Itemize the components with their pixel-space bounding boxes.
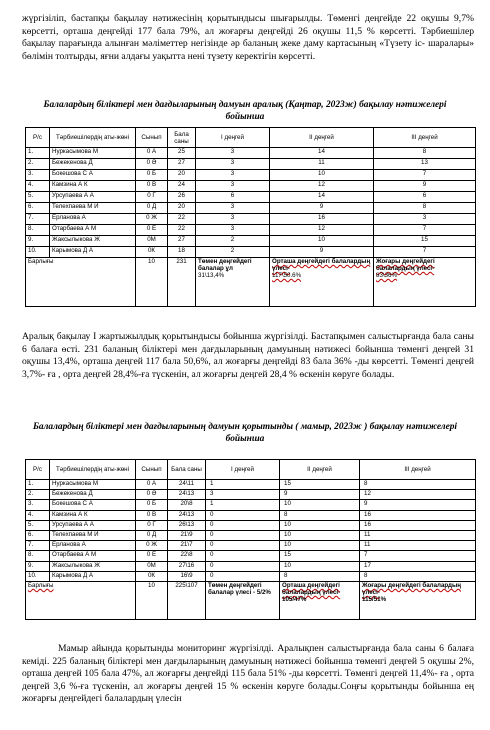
total-classes: 10 — [136, 258, 168, 307]
header-cell: Тәрбиешілердің аты-жөні — [50, 128, 136, 148]
table2-body — [26, 480, 476, 582]
table-cell: 15 — [280, 480, 360, 490]
table-cell: 9 — [280, 490, 360, 500]
table-cell: 2 — [196, 247, 270, 258]
table-cell: 20\8 — [168, 500, 206, 510]
table-total-row — [26, 258, 476, 307]
table-cell: 25 — [168, 148, 196, 159]
table-row — [26, 236, 476, 247]
table-cell: 0 — [206, 571, 280, 581]
table-cell: 0 Б — [136, 170, 168, 181]
level2-label: Орташа деңгейдегі балалардың үлесі- — [272, 258, 371, 272]
table-cell: 10 — [280, 561, 360, 571]
table-header-row — [26, 460, 476, 480]
table-cell: 3 — [196, 181, 270, 192]
table-cell: 7 — [374, 225, 476, 236]
table-cell: 3. — [26, 170, 50, 181]
table-cell: 0 В — [136, 510, 168, 520]
table-cell: 26\13 — [168, 520, 206, 530]
table-cell: 0К — [136, 247, 168, 258]
table-cell: 6. — [26, 530, 50, 540]
table-cell: 0 Ж — [136, 541, 168, 551]
table-cell: 9 — [270, 203, 374, 214]
table-cell: 0М — [136, 236, 168, 247]
table-cell: 15 — [280, 551, 360, 561]
table-cell: 24 — [168, 181, 196, 192]
table-cell: 1 — [206, 480, 280, 490]
total-level3 — [360, 581, 476, 619]
table-cell: 12 — [360, 490, 476, 500]
table-cell: 12 — [270, 181, 374, 192]
table-cell: 3 — [196, 225, 270, 236]
table-cell: 11 — [270, 159, 374, 170]
table-cell: 21\7 — [168, 541, 206, 551]
header-cell: ІІІ деңгей — [374, 128, 476, 148]
table-cell: 3 — [196, 203, 270, 214]
table-cell: 3 — [196, 214, 270, 225]
table-cell: Карымова Д А — [50, 571, 136, 581]
table-cell: 2 — [196, 236, 270, 247]
table-cell: Бокешова С А — [50, 170, 136, 181]
table-cell: 0К — [136, 571, 168, 581]
table-cell: 8 — [280, 571, 360, 581]
table-cell: 3 — [196, 159, 270, 170]
table-cell: Нуркасымова М — [50, 148, 136, 159]
table-cell: 10 — [280, 541, 360, 551]
intro-paragraph: жүргізіліп, бастапқы бақылау нәтижесінің қорытындысы шығарылды. Төменгі деңгейде 22 оқушы 9,7% көрсетті, орташа деңгейді 177 бала 79%, ал жоғарғы деңгейді 26 оқушы 11,5 % көрсетті. Тәрбиешілер бақылау парағында алынған мәліметтер негізінде әр баланың жеке даму картасының «Түзету іс- шаралары» бөлімін толтырды, яғни алдағы уақытта нені түзету керектігін көрсетті. — [22, 13, 474, 62]
table-cell: 0 В — [136, 181, 168, 192]
table-cell: 0 — [206, 551, 280, 561]
table-cell: 0 Е — [136, 551, 168, 561]
table-cell: 10 — [280, 520, 360, 530]
level2-value: 117\50.6% — [272, 272, 302, 279]
header-cell: І деңгей — [206, 460, 280, 480]
table-cell: 16 — [360, 510, 476, 520]
table-row — [26, 530, 476, 540]
header-cell: Тәрбиешілердің аты-жөні — [50, 460, 136, 480]
total-label: Барлығы — [26, 581, 136, 619]
header-cell: ІІІ деңгей — [360, 460, 476, 480]
table-cell: Карымова Д А — [50, 247, 136, 258]
level3-value: 83\36% — [376, 272, 397, 279]
table-cell: 3. — [26, 500, 50, 510]
total-level1 — [196, 258, 270, 307]
table-cell: 0 — [206, 530, 280, 540]
table-cell: Урсупаева А А — [50, 520, 136, 530]
table-cell: 0М — [136, 561, 168, 571]
level2-value: 105/47% — [282, 595, 307, 603]
table-cell: 17 — [360, 561, 476, 571]
table-cell: 27 — [168, 159, 196, 170]
table-cell: 0 Г — [136, 192, 168, 203]
table-total-row — [26, 581, 476, 619]
table-cell: 9 — [270, 247, 374, 258]
table-cell: 22 — [168, 214, 196, 225]
total-level2 — [280, 581, 360, 619]
table-cell: 16 — [360, 520, 476, 530]
table-cell: 24\11 — [168, 480, 206, 490]
table-row — [26, 214, 476, 225]
level1-value: 31\13,4% — [198, 272, 225, 279]
table-cell: 9 — [374, 181, 476, 192]
table-cell: 14 — [270, 192, 374, 203]
table-cell: 8 — [360, 571, 476, 581]
table-cell: Отарбаева А М — [50, 551, 136, 561]
table1-body — [26, 148, 476, 258]
table-cell: 14 — [270, 148, 374, 159]
table-cell: 0 Ж — [136, 214, 168, 225]
table-cell: Телехпаева М И — [50, 203, 136, 214]
level1-label: Төмен деңгейдегі балалар ұл — [198, 258, 252, 272]
table-row — [26, 500, 476, 510]
level2-label: Орташа деңгейдегі балалардың үлесі- — [282, 581, 341, 596]
table-cell: 22 — [168, 225, 196, 236]
table-cell: 11 — [360, 541, 476, 551]
table-cell: 8 — [374, 148, 476, 159]
table-cell: 7 — [374, 247, 476, 258]
table-cell: 13 — [374, 159, 476, 170]
table-header-row — [26, 128, 476, 148]
total-level3 — [374, 258, 476, 307]
final-paragraph: Мамыр айында қорытынды мониторинг жүргізілді. Аралықпен салыстырғанда бала саны 6 балаға кеміді. 225 баланың біліктері мен дағдыларының дамуының нәтижесі бойынша төменгі деңгей 5 оқушы 2%, орташа деңгей 105 бала 47%, ал жоғарғы деңгейді 115 бала 51% -ды көрсетті. Төменгі деңгей 11,4%- ға , орта деңгей 3,6 %-ға түскенін, ал жоғарғы деңгей 15 % өскенін көруге болады.Соңғы қорытынды бойынша ең жоғарғы деңгейдегі балалардың үлесін — [22, 643, 474, 705]
table-initial-control — [25, 127, 476, 307]
table-cell: 5. — [26, 520, 50, 530]
table-cell: Жаксылыкова Ж — [50, 561, 136, 571]
table-cell: 0 Д — [136, 530, 168, 540]
level3-value: 115/51% — [362, 595, 387, 603]
middle-paragraph: Аралық бақылау І жартыжылдық қорытындысы бойынша жүргізілді. Бастапқымен салыстырғанда бала саны 6 балаға өсті. 231 баланың біліктері мен дағдыларының дамуының нәтижесі бойынша төменгі деңгей 31 оқушы 13,4%, орташа деңгей 117 бала 50,6%, ал жоғарғы деңгейді 83 бала 36% -ды көрсетті. Төменгі деңгей 3,7%- ға , орта деңгей 28,4%-ға түскенін, ал жоғарғы деңгей 28,4 % өскенін көруге болады. — [22, 331, 474, 380]
total-label: Барлығы — [26, 258, 136, 307]
table-row — [26, 225, 476, 236]
table-cell: 20 — [168, 203, 196, 214]
table-cell: 7 — [374, 170, 476, 181]
table-cell: Жаксылыкова Ж — [50, 236, 136, 247]
table-cell: 0 — [206, 510, 280, 520]
level1-label: Төмен деңгейдегі балалар үлесі - 5/2% — [208, 581, 271, 596]
table-final-control — [25, 459, 476, 620]
table-cell: 10 — [270, 170, 374, 181]
total-level2 — [270, 258, 374, 307]
table-cell: Бежекенова Д — [50, 490, 136, 500]
header-cell: Р/с — [26, 128, 50, 148]
header-cell: Бала саны — [168, 128, 196, 148]
table-cell: Урсупаева А А — [50, 192, 136, 203]
table-row — [26, 520, 476, 530]
table-cell: 2. — [26, 159, 50, 170]
table-cell: 2. — [26, 490, 50, 500]
total-children: 225\107 — [168, 581, 206, 619]
table-cell: 15 — [374, 236, 476, 247]
table-cell: 20 — [168, 170, 196, 181]
table-cell: Бежекенова Д — [50, 159, 136, 170]
table-cell: 9. — [26, 561, 50, 571]
table-row — [26, 203, 476, 214]
table-cell: 0 Е — [136, 225, 168, 236]
header-cell: Р/с — [26, 460, 50, 480]
table-cell: 10 — [270, 236, 374, 247]
table-cell: Камзина А К — [50, 510, 136, 520]
table-row — [26, 490, 476, 500]
table-cell: 8 — [360, 480, 476, 490]
table-cell: 4. — [26, 181, 50, 192]
table-cell: 6 — [196, 192, 270, 203]
header-cell: ІІ деңгей — [280, 460, 360, 480]
table-row — [26, 192, 476, 203]
table-cell: 0 Д — [136, 203, 168, 214]
table-cell: 0 — [206, 520, 280, 530]
table-cell: 0 Г — [136, 520, 168, 530]
table-cell: Ерланова А — [50, 541, 136, 551]
table-row — [26, 510, 476, 520]
table-cell: 12 — [270, 225, 374, 236]
table2-title: Балалардың біліктері мен дағдыларының дамуын қорытынды ( мамыр, 2023ж ) бақылау нәтижелері бойынша — [32, 422, 458, 444]
table-cell: 18 — [168, 247, 196, 258]
table-row — [26, 159, 476, 170]
table-cell: 5. — [26, 192, 50, 203]
header-cell: І деңгей — [196, 128, 270, 148]
table-cell: 0 — [206, 561, 280, 571]
table-cell: 10 — [280, 500, 360, 510]
total-level1 — [206, 581, 280, 619]
table-cell: 1 — [206, 500, 280, 510]
table-row — [26, 247, 476, 258]
table-cell: 7. — [26, 214, 50, 225]
table-cell: 10 — [280, 530, 360, 540]
table-cell: 3 — [206, 490, 280, 500]
table-cell: 27\16 — [168, 561, 206, 571]
table-cell: 8 — [280, 510, 360, 520]
level3-label: Жоғары деңгейдегі балалардың үлесі- — [376, 258, 435, 272]
table-cell: 16\9 — [168, 571, 206, 581]
table-cell: 9. — [26, 236, 50, 247]
table-cell: Телехпаева М И — [50, 530, 136, 540]
table-cell: 24\13 — [168, 490, 206, 500]
table-cell: 0 Б — [136, 500, 168, 510]
table-cell: Ерланова А — [50, 214, 136, 225]
table-cell: 0 А — [136, 480, 168, 490]
table-cell: 3 — [196, 170, 270, 181]
table-cell: 7 — [360, 551, 476, 561]
table-row — [26, 551, 476, 561]
level3-label: Жоғары деңгейдегі балалардың үлесі- — [362, 581, 461, 596]
table-cell: 26 — [168, 192, 196, 203]
total-children: 231 — [168, 258, 196, 307]
table-cell: 3 — [374, 214, 476, 225]
table-cell: 9 — [360, 500, 476, 510]
table-cell: Бокешова С А — [50, 500, 136, 510]
table-cell: 10. — [26, 571, 50, 581]
table-cell: 24\13 — [168, 510, 206, 520]
table-cell: Отарбаева А М — [50, 225, 136, 236]
table-cell: 8 — [374, 203, 476, 214]
table-row — [26, 571, 476, 581]
table-cell: 1. — [26, 480, 50, 490]
table-cell: 11 — [360, 530, 476, 540]
table-row — [26, 480, 476, 490]
table-cell: 0 — [206, 541, 280, 551]
table-cell: 6. — [26, 203, 50, 214]
table-cell: 3 — [196, 148, 270, 159]
header-cell: Бала саны — [168, 460, 206, 480]
table-row — [26, 170, 476, 181]
table-cell: 8. — [26, 551, 50, 561]
total-classes: 10 — [136, 581, 168, 619]
header-cell: Сынып — [136, 460, 168, 480]
table-cell: 4. — [26, 510, 50, 520]
table-cell: Нуркасымова М — [50, 480, 136, 490]
table-cell: 8. — [26, 225, 50, 236]
table-cell: 1. — [26, 148, 50, 159]
table-row — [26, 561, 476, 571]
table-cell: Камзина А К — [50, 181, 136, 192]
table-cell: 6 — [374, 192, 476, 203]
table-cell: 0 А — [136, 148, 168, 159]
table-cell: 16 — [270, 214, 374, 225]
table-row — [26, 181, 476, 192]
table1-title: Балалардың біліктері мен дағдыларының дамуын аралық (Қаңтар, 2023ж) бақылау нәтижелері бойынша — [43, 100, 447, 122]
table-cell: 0 Ә — [136, 159, 168, 170]
header-cell: Сынып — [136, 128, 168, 148]
table-cell: 27 — [168, 236, 196, 247]
table-cell: 22\8 — [168, 551, 206, 561]
table-cell: 21\9 — [168, 530, 206, 540]
table-cell: 10. — [26, 247, 50, 258]
table-cell: 0 Ә — [136, 490, 168, 500]
table-row — [26, 541, 476, 551]
table-row — [26, 148, 476, 159]
table-cell: 7. — [26, 541, 50, 551]
header-cell: ІІ деңгей — [270, 128, 374, 148]
